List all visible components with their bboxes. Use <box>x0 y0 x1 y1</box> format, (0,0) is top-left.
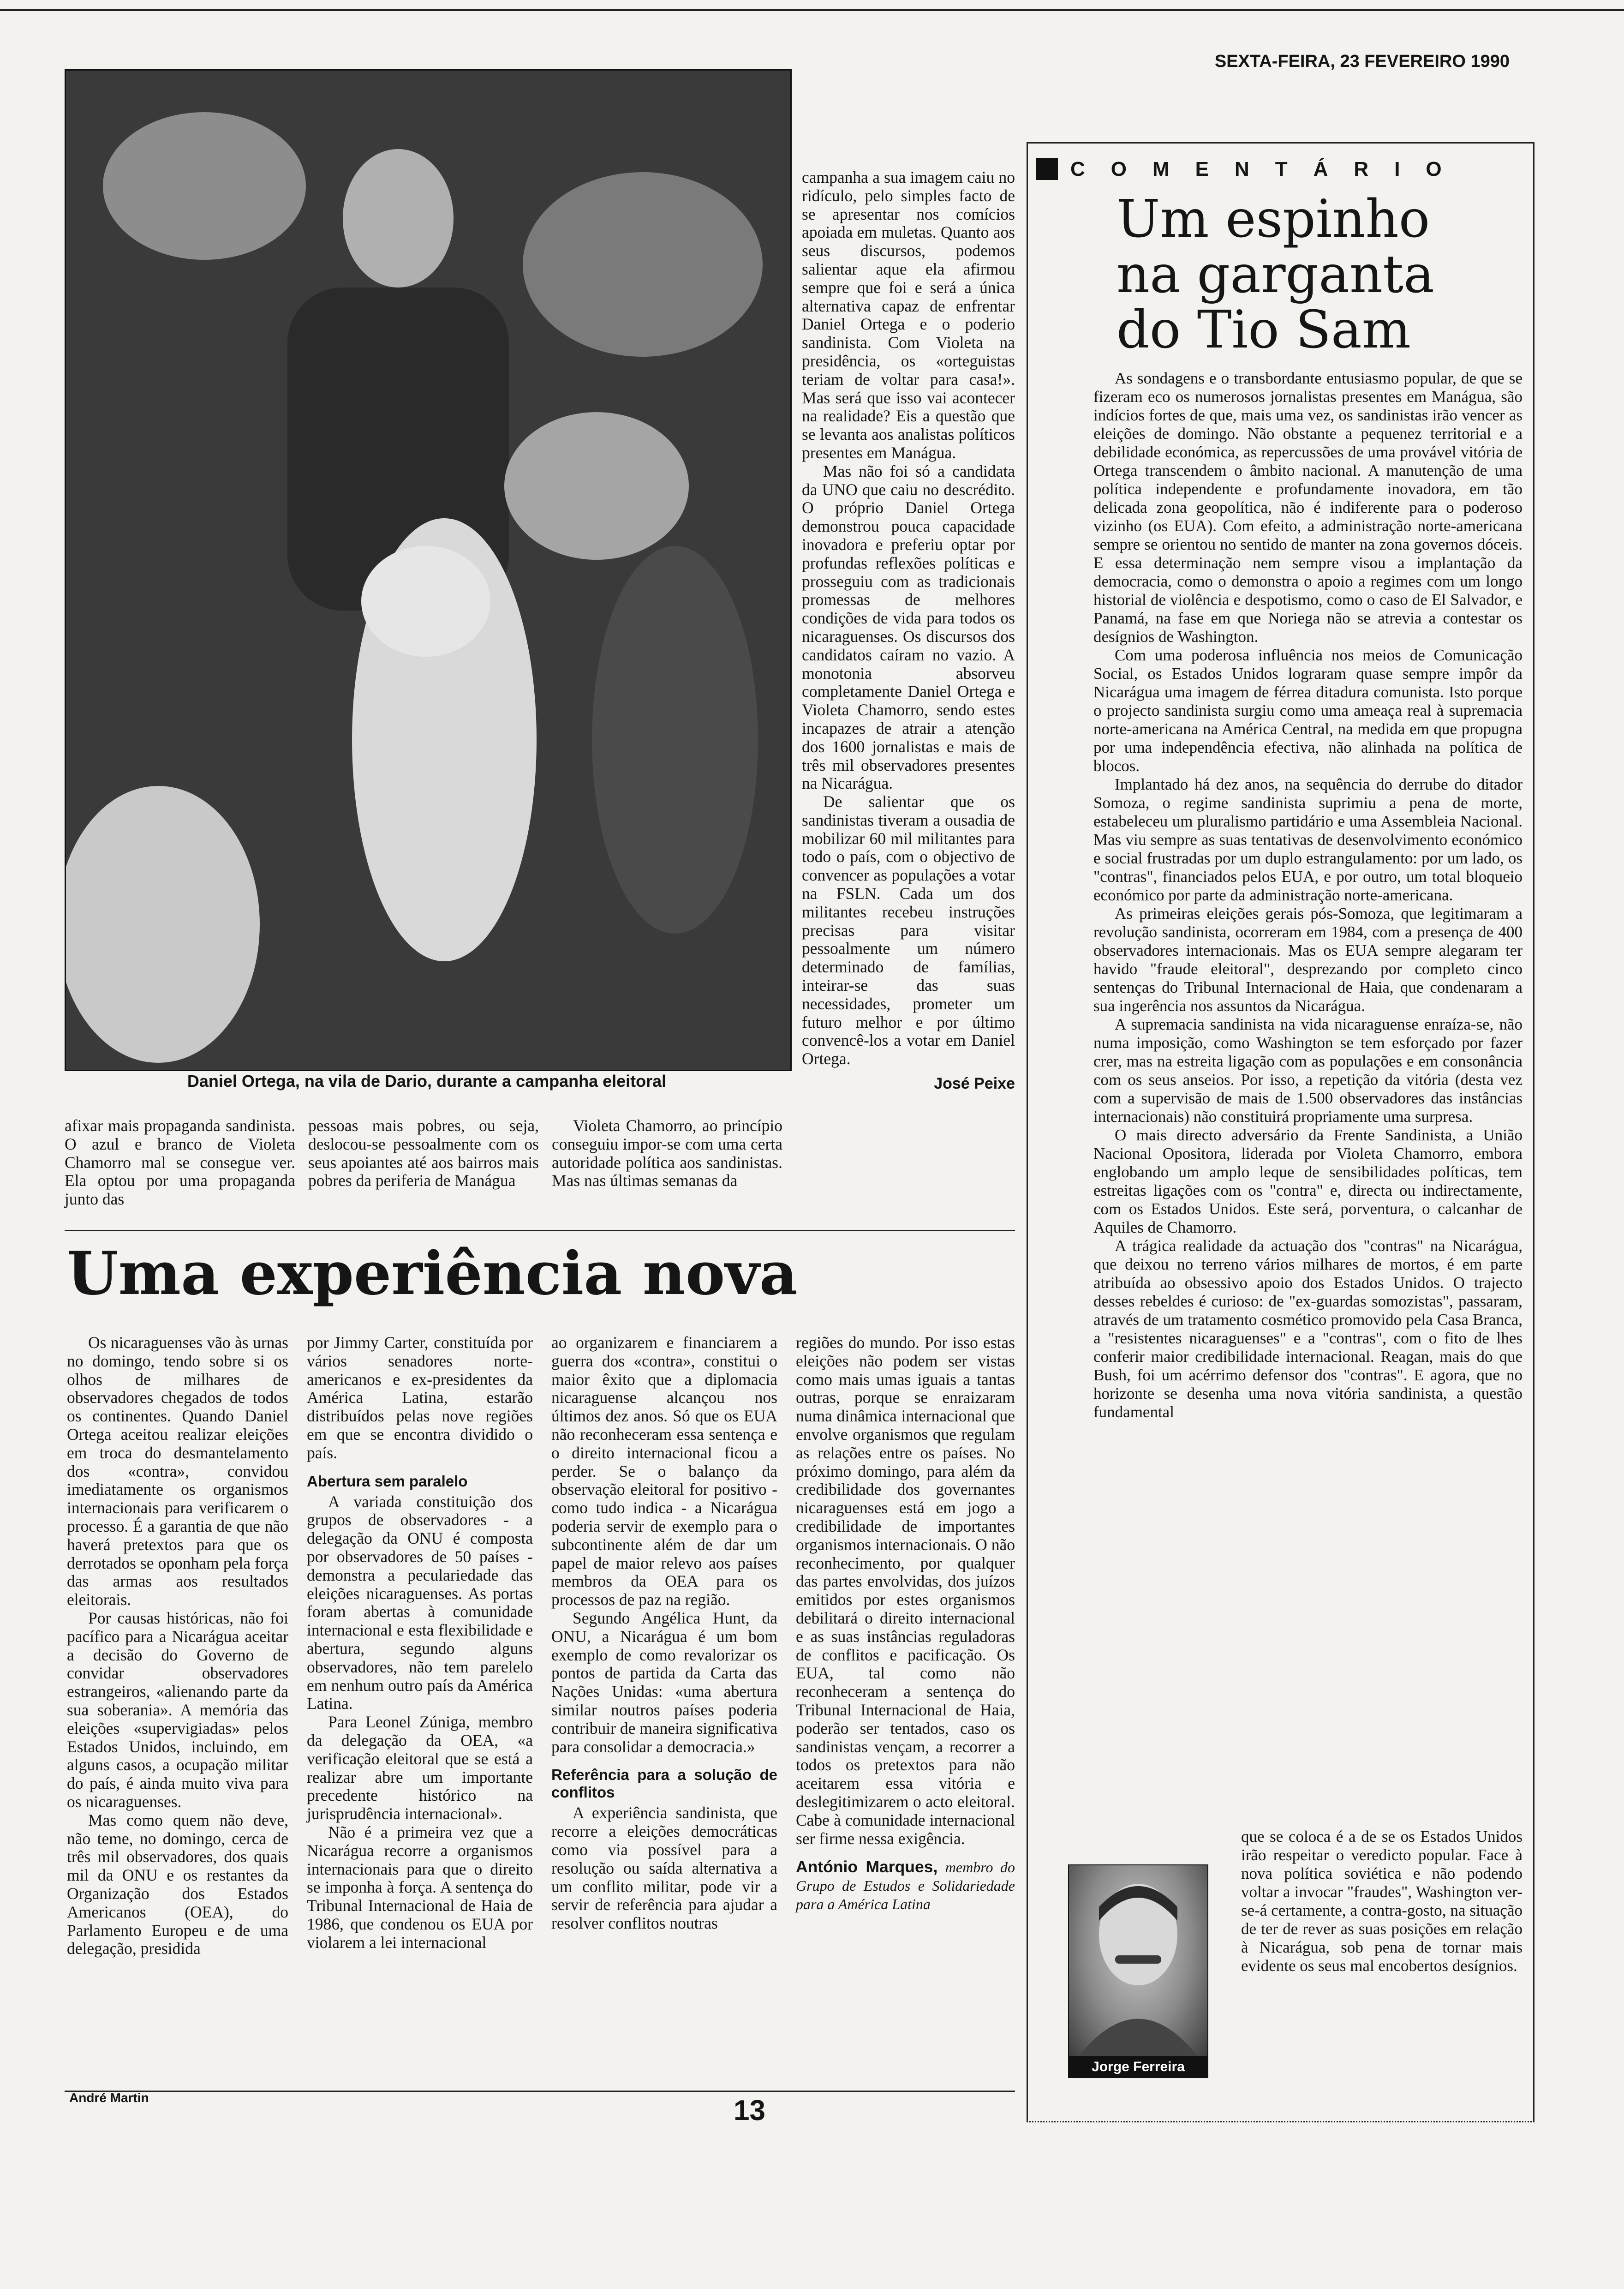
comment-title-line: do Tio Sam <box>1116 300 1411 360</box>
comment-paragraph: Implantado há dez anos, na sequência do derrube do ditador Somoza, o regime sandinista suprimiu a pena de morte, estabeleceu um pluralismo partidário e uma Assembleia Nacional. Mas viu sempre as suas tentativas de desenvolvimento económico e social frustradas por um duplo estrangulamento: por um lado, os "contras", financiados pelos EUA, e por outro, um total bloqueio económico por parte da administração norte-americana. <box>1093 775 1522 904</box>
article2-paragraph: regiões do mundo. Por isso estas eleições não podem ser vistas como mais umas iguais a tantas outras, porque se enraizaram numa dinâmica internacional que envolve organismos que regulam as relações entre os países. No próximo domingo, para além da credibilidade dos governantes nicaraguenses está em jogo a credibilidade de importantes organismos internacionais. O não reconhecimento, por qualquer das partes envolvidas, dos juízos emitidos por estes organismos debilitará o direito internacional e as suas instâncias reguladoras de conflitos e pacificação. Os EUA, tal como não reconheceram a sentença do Tribunal Internacional de Haia, poderão ser tentados, caso os sandinistas vençam, a recorrer a todos os pretextos para não aceitarem essa vitória e deslegitimizarem o acto eleitoral. Cabe à comunidade internacional ser firme nessa exigência. <box>796 1333 1015 1848</box>
bottom-rule <box>65 2091 1015 2092</box>
comment-paragraph: que se coloca é a de se os Estados Unidos irão respeitar o veredicto popular. Face à nova política soviética e não podendo voltar a invocar "fraudes", Washington ver-se-á certamente, a contra-gosto, na situação de ter de rever as suas posições em relação à Nicarágua, sob pena de tornar mais evidente os seus mal encobertos desígnios. <box>1241 1828 1522 1975</box>
article2-col1 <box>67 1334 288 1958</box>
portrait-caption: Jorge Ferreira <box>1068 2056 1208 2078</box>
article1-lower-col-c <box>552 1117 782 1190</box>
comment-text <box>1093 369 1522 1421</box>
article1-paragraph: Mas não foi só a candidata da UNO que caiu no descrédito. O próprio Daniel Ortega demonstrou pouca capacidade inovadora e preferiu optar por profundas reflexões políticas e prosseguiu com as tradicionais promessas de melhores condições de vida para todos os nicaraguenses. Os discursos dos candidatos caíram no vazio. A monotonia absorveu completamente Daniel Ortega e Violeta Chamorro, sendo estes incapazes de atrair a atenção dos 1600 jornalistas e mais de três mil observadores presentes na Nicarágua. <box>802 461 1015 793</box>
article2-paragraph: Os nicaraguenses vão às urnas no domingo, tendo sobre si os olhos de milhares de observadores chegados de todos os continentes. Quando Daniel Ortega aceitou realizar eleições em troca do desmantelamento dos «contra», convidou imediatamente os organismos internacionais para verificarem o processo. É a garantia de que não haverá pretextos para que os derrotados se oponham pela força das armas aos resultados eleitorais. <box>67 1333 288 1609</box>
article2-col3 <box>551 1334 777 1933</box>
comment-title-line: Um espinho <box>1116 189 1430 249</box>
article2-byline <box>796 1858 1015 1913</box>
article2-headline: Uma experiência nova <box>67 1239 798 1308</box>
article1-paragraph: De salientar que os sandinistas tiveram a ousadia de mobilizar 60 mil militantes para todo o país, com o objectivo de convencer as populações a votar na FSLN. Cada um dos militantes recebeu instruções precisas para visitar pessoalmente um número determinado de famílias, inteirar-se das suas necessidades, prometer um futuro melhor e por último convencê-los a votar em Daniel Ortega. <box>802 792 1015 1068</box>
comment-paragraph: A supremacia sandinista na vida nicaraguense enraíza-se, não numa imposição, como Washington se tem esforçado por fazer crer, mas na estreita ligação com as populações e em consonância com os seus anseios. Por isso, a repetição da vitória (desta vez com a supervisão de mais de 1.500 observadores das instâncias internacionais) não constituirá propriamente uma surpresa. <box>1093 1015 1522 1126</box>
footer-credit: André Martin <box>69 2091 149 2105</box>
article1-byline: José Peixe <box>934 1075 1015 1093</box>
article2-paragraph: Mas como quem não deve, não teme, no domingo, cerca de três mil observadores, dos quais mil da ONU e os restantes da Organização dos Estados Americanos (OEA), do Parlamento Europeu e de uma delegação, presidida <box>67 1810 288 1958</box>
article2-paragraph: ao organizarem e financiarem a guerra dos «contra», constitui o maior êxito que a diplomacia nicaraguense alcançou nos últimos dez anos. Só que os EUA não reconheceram essa sentença e o direito internacional ficou a perder. Se o balanço da observação eleitoral for positivo - como tudo indica - a Nicarágua poderia servir de exemplo para o subcontinente além de dar um papel de maior relevo aos países membros da OEA para os processos de paz na região. <box>551 1333 777 1609</box>
kicker-square-icon <box>1036 158 1058 180</box>
article1-paragraph: afixar mais propaganda sandinista. O azul e branco de Violeta Chamorro mal se consegue ver. Ela optou por uma propaganda junto das <box>65 1116 295 1209</box>
article1-paragraph: pessoas mais pobres, ou seja, deslocou-se pessoalmente com os seus apoiantes até aos bairros mais pobres da periferia de Manágua <box>308 1116 539 1190</box>
comment-title-line: na garganta <box>1116 245 1434 305</box>
article2-paragraph: Não é a primeira vez que a Nicarágua recorre a organismos internacionais para que o direito se imponha à força. A sentença do Tribunal Internacional de Haia de 1986, que condenou os EUA por violarem a lei internacional <box>307 1822 533 1952</box>
article2-col4 <box>796 1334 1015 1913</box>
photo-caption: Daniel Ortega, na vila de Dario, durante a campanha eleitoral <box>187 1072 667 1091</box>
article2-paragraph: A experiência sandinista, que recorre a eleições democráticas como via possível para a resolução ou saída alternativa a um conflito militar, pode vir a servir de referência para ajudar a resolver conflitos noutras <box>551 1804 777 1933</box>
article1-lower-col-b <box>308 1117 539 1190</box>
comment-paragraph: O mais directo adversário da Frente Sandinista, a União Nacional Opositora, liderada por Violeta Chamorro, embora englobando um amplo leque de sensibilidades políticas, tem estreitas ligações com os "contra" e, directa ou indirectamente, com os Estados Unidos. Este será, porventura, o calcanhar de Aquiles de Chamorro. <box>1093 1126 1522 1236</box>
top-rule <box>0 9 1624 11</box>
article2-col2 <box>307 1334 533 1952</box>
comment-last-paragraph <box>1241 1828 1522 1975</box>
article1-paragraph: Violeta Chamorro, ao princípio conseguiu impor-se com uma certa autoridade política aos sandinistas. Mas nas últimas semanas da <box>552 1116 782 1190</box>
news-photo <box>65 69 792 1071</box>
article2-paragraph: por Jimmy Carter, constituída por vários senadores norte-americanos e ex-presidentes da América Latina, estarão distribuídos pelas nove regiões em que se encontra dividido o país. <box>307 1333 533 1462</box>
article1-paragraph: campanha a sua imagem caiu no ridículo, pelo simples facto de se apresentar nos comícios apoiada em muletas. Quanto aos seus discursos, podemos salientar aque ela afirmou sempre que foi e será a única alternativa capaz de enfrentar Daniel Ortega e o poderio sandinista. Com Violeta na presidência, os «orteguistas teriam de voltar para casa!». Mas será que isso vai acontecer na realidade? Eis a questão que se levanta aos analistas políticos presentes em Manágua. <box>802 168 1015 462</box>
comment-paragraph: As primeiras eleições gerais pós-Somoza, que legitimaram a revolução sandinista, ocorreram em 1984, com a presença de 400 observadores internacionais. Mas os EUA sempre alegaram ter havido "fraude eleitoral", desprezando por completo cinco sentenças do Tribunal Internacional de Haia, que condenaram a sua ingerência nos assuntos da Nicarágua. <box>1093 905 1522 1015</box>
page-date: SEXTA-FEIRA, 23 FEVEREIRO 1990 <box>1214 52 1510 71</box>
article1-lower-col-a <box>65 1117 295 1209</box>
page-number: 13 <box>734 2095 765 2127</box>
article2-subhead: Abertura sem paralelo <box>307 1472 468 1490</box>
photo-illustration <box>66 71 790 1070</box>
article2-paragraph: Por causas históricas, não foi pacífico para a Nicarágua aceitar a decisão do Governo de convidar observadores estrangeiros, «alienando parte da sua soberania». A memória das eleições «supervigiadas» pelos Estados Unidos, incluindo, em alguns casos, a ocupação militar do país, é ainda muito viva para os nicaraguenses. <box>67 1608 288 1811</box>
article2-paragraph: Para Leonel Zúniga, membro da delegação da OEA, «a verificação eleitoral que se está a realizar abre um importante precedente histórico na jurisprudência internacional». <box>307 1713 533 1823</box>
comment-title <box>1116 189 1532 360</box>
article1-column-upper <box>802 168 1015 1093</box>
comment-kicker: COMENTÁRIO <box>1070 158 1468 180</box>
article2-byline-credit: membro do Grupo de Estudos e Solidariedade para a América Latina <box>796 1859 1015 1912</box>
article2-paragraph: A variada constituição dos grupos de observadores - a delegação da ONU é composta por observadores de 50 países - demonstra a peculariedade das eleições nicaraguenses. As portas foram abertas à comunidade internacional e esta flexibilidade e abertura, segundo alguns observadores, não tem parelelo em nenhum outro país da América Latina. <box>307 1492 533 1713</box>
article2-byline-name: António Marques, <box>796 1858 938 1876</box>
article2-subhead: Referência para a solução de conflitos <box>551 1766 777 1801</box>
portrait-illustration <box>1069 1865 1207 2057</box>
comment-paragraph: Com uma poderosa influência nos meios de Comunicação Social, os Estados Unidos lograram quase sempre impôr da Nicarágua uma imagem de férrea ditadura comunista. Isto porque o projecto sandinista surgiu como uma ameaça real à supremacia norte-americana na América Central, na medida em que propugna por uma independência efectiva, não alinhada na política de blocos. <box>1093 646 1522 775</box>
section-rule <box>65 1230 1015 1231</box>
comment-paragraph: A trágica realidade da actuação dos "contras" na Nicarágua, que deixou no terreno vários milhares de mortos, é em parte atribuída ao obsessivo apoio dos Estados Unidos. O trajecto desses rebeldes é curioso: de "ex-guardas somozistas", passaram, através de um tratamento cosmético promovido pela Casa Branca, a "resistentes nicaraguenses" e a "contras", com o fito de lhes conferir maior credibilidade internacional. Reagan, mais do que Bush, foi um acérrimo defensor dos "contras". E agora, que no horizonte se desenha uma nova vitória sandinista, a questão fundamental <box>1093 1237 1522 1421</box>
comment-paragraph: As sondagens e o transbordante entusiasmo popular, de que se fizeram eco os numerosos jornalistas presentes em Manágua, são indícios fortes de que, mais uma vez, os sandinistas irão vencer as eleições de domingo. Não obstante a pequenez territorial e a debilidade económica, as repercussões de uma provável vitória de Ortega transcendem o âmbito nacional. A manutenção de uma política independente e profundamente inovadora, em tão delicada zona geopolítica, não é indiferente para o poderoso vizinho (os EUA). Com efeito, a administração norte-americana sempre se orientou no sentido de manter na zona governos dóceis. E essa determinação nem sempre visou a implantação da democracia, como o demonstra o apoio a regimes com um longo historial de violência e despotismo, como o caso de El Salvador, e Panamá, na fase em que Noriega não se atrevia a contestar os desígnios de Washington. <box>1093 369 1522 646</box>
article2-paragraph: Segundo Angélica Hunt, da ONU, a Nicarágua é um bom exemplo de como revalorizar os pontos de partida da Carta das Nações Unidas: «uma abertura similar noutros países poderia contribuir de maneira significativa para consolidar a democracia.» <box>551 1608 777 1756</box>
author-portrait <box>1068 1864 1208 2058</box>
